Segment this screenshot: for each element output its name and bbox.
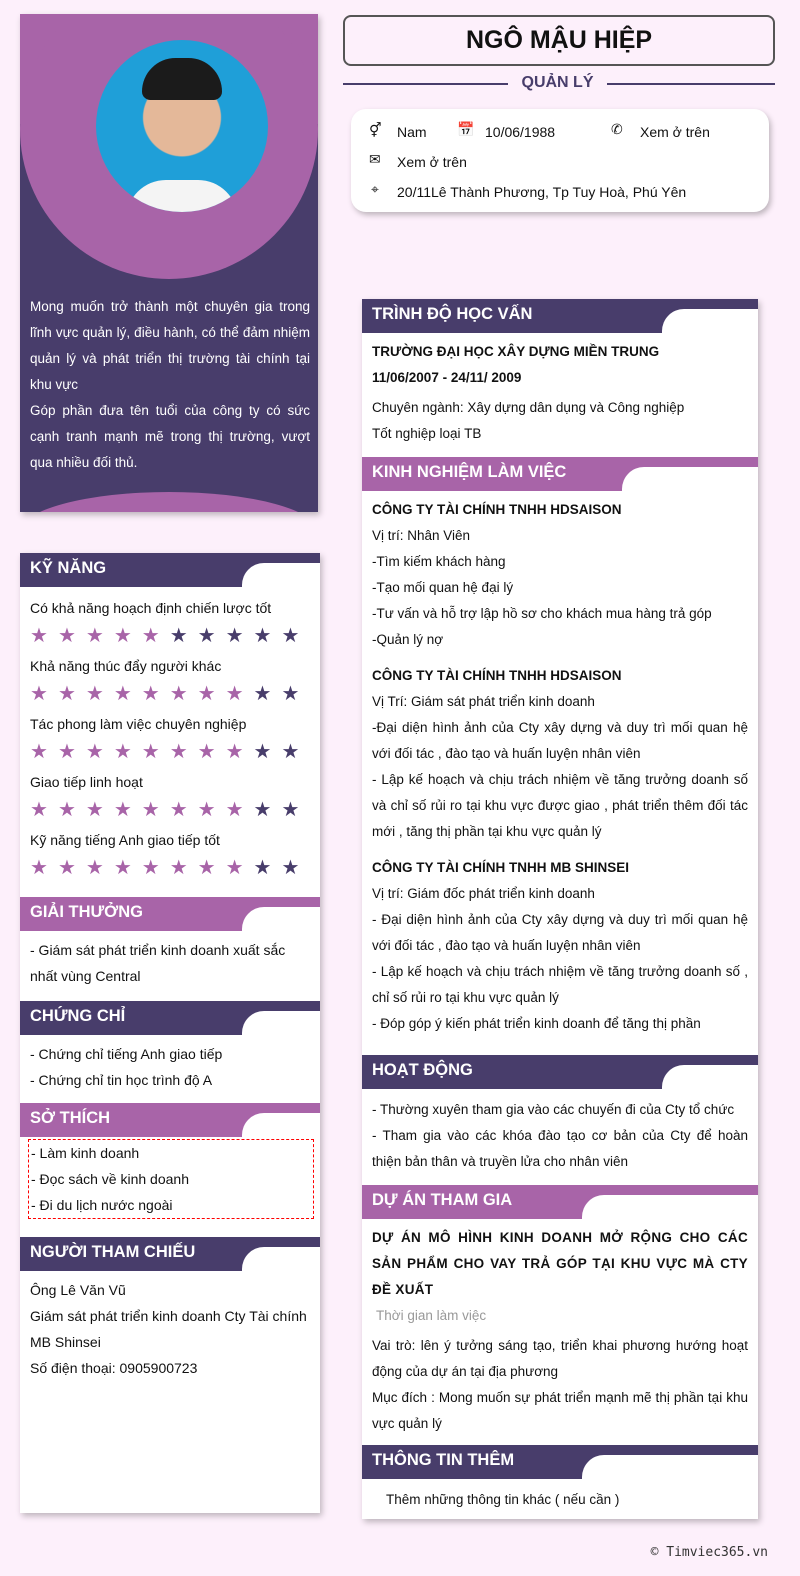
star-icon: ★ <box>225 857 244 879</box>
star-icon: ★ <box>225 625 244 647</box>
job-detail: -Tư vấn và hỗ trợ lập hồ sơ cho khách mua hàng trả góp <box>372 606 712 621</box>
gender: Nam <box>397 124 427 140</box>
job-detail: - Lập kế hoạch và chịu trách nhiệm về tăng trưởng doanh số , chỉ số rủi ro tại khu vực quản lý <box>372 964 748 1005</box>
school-name: TRƯỜNG ĐẠI HỌC XÂY DỰNG MIỀN TRUNG <box>372 344 660 359</box>
star-icon: ★ <box>30 683 48 705</box>
phone-icon: ✆ <box>611 121 623 137</box>
job-detail: -Quản lý nợ <box>372 632 444 647</box>
star-icon: ★ <box>253 683 272 705</box>
star-icon: ★ <box>30 857 48 879</box>
star-icon: ★ <box>141 683 160 705</box>
job-detail: - Đại diện hình ảnh của Cty xây dựng và duy trì mối quan hệ với đối tác , đào tạo và huấn luyện nhân viên <box>372 912 748 953</box>
star-icon: ★ <box>57 857 76 879</box>
star-icon: ★ <box>30 741 48 763</box>
skill-rating <box>30 623 310 649</box>
objective-text: Góp phần đưa tên tuổi của công ty có sức cạnh tranh mạnh mẽ trong thị trường, vượt qua nhiều đối thủ. <box>30 403 310 470</box>
hobby-item: - Làm kinh doanh <box>31 1145 140 1161</box>
job-detail: Vị trí: Nhân Viên <box>372 528 471 543</box>
star-icon: ★ <box>281 625 300 647</box>
education-header: TRÌNH ĐỘ HỌC VẤN <box>362 299 758 333</box>
star-icon: ★ <box>30 799 48 821</box>
skill-rating <box>30 681 310 707</box>
education-period: 11/06/2007 - 24/11/ 2009 <box>372 370 522 385</box>
activities-header: HOẠT ĐỘNG <box>362 1055 758 1089</box>
star-icon: ★ <box>169 683 188 705</box>
phone: Xem ở trên <box>640 124 710 140</box>
star-icon: ★ <box>141 799 160 821</box>
star-icon: ★ <box>57 683 76 705</box>
star-icon: ★ <box>57 799 76 821</box>
company-name: CÔNG TY TÀI CHÍNH TNHH HDSAISON <box>372 668 622 683</box>
job-entry <box>372 497 748 653</box>
star-icon: ★ <box>141 857 160 879</box>
award-item: - Giám sát phát triển kinh doanh xuất sắc nhất vùng Central <box>30 942 286 984</box>
skill-name: Khả năng thúc đẩy người khác <box>30 658 222 674</box>
star-icon: ★ <box>169 857 188 879</box>
star-icon: ★ <box>85 683 104 705</box>
star-icon: ★ <box>85 625 104 647</box>
grade: Tốt nghiệp loại TB <box>372 426 482 441</box>
skills-header: KỸ NĂNG <box>20 553 320 587</box>
project-role: Vai trò: lên ý tưởng sáng tạo, triển khai phương hướng hoạt động của dự án tại địa phương <box>372 1338 748 1379</box>
skill-rating <box>30 739 310 765</box>
reference-role: Giám sát phát triển kinh doanh Cty Tài chính MB Shinsei <box>30 1308 307 1350</box>
reference-name: Ông Lê Văn Vũ <box>30 1282 126 1298</box>
star-icon: ★ <box>253 799 272 821</box>
project-time: Thời gian làm việc <box>376 1308 487 1323</box>
activity-item: - Tham gia vào các khóa đào tạo cơ bản của Cty để hoàn thiện bản thân và truyền lửa cho nhân viên <box>372 1128 748 1169</box>
awards-header: GIẢI THƯỞNG <box>20 897 320 931</box>
star-icon: ★ <box>253 625 272 647</box>
job-entry <box>372 663 748 845</box>
job-detail: - Lập kế hoạch và chịu trách nhiệm về tăng trưởng doanh số và chỉ số rủi ro tại khu vực được giao , phát triển thêm đối tác mới , tăng thị phần tại khu vực quản lý <box>372 772 748 839</box>
star-icon: ★ <box>281 683 300 705</box>
star-icon: ★ <box>197 625 216 647</box>
star-icon: ★ <box>113 683 132 705</box>
hobbies-header: SỞ THÍCH <box>20 1103 320 1137</box>
email: Xem ở trên <box>397 154 467 170</box>
star-icon: ★ <box>113 741 132 763</box>
gender-icon: ⚥ <box>369 122 382 138</box>
extra-text: Thêm những thông tin khác ( nếu cần ) <box>386 1492 620 1507</box>
star-icon: ★ <box>113 857 132 879</box>
job-position: QUẢN LÝ <box>521 74 594 91</box>
location-icon: ⌖ <box>371 181 379 197</box>
avatar <box>96 40 268 212</box>
contact-card <box>351 109 769 212</box>
star-icon: ★ <box>141 741 160 763</box>
left-column <box>20 553 320 1513</box>
job-detail: - Đóp góp ý kiến phát triển kinh doanh để tăng thị phần <box>372 1016 701 1031</box>
star-icon: ★ <box>225 799 244 821</box>
right-column <box>362 299 758 1519</box>
star-icon: ★ <box>141 625 160 647</box>
hobby-item: - Đọc sách về kinh doanh <box>31 1171 189 1187</box>
certs-header: CHỨNG CHỈ <box>20 1001 320 1035</box>
address: 20/11Lê Thành Phương, Tp Tuy Hoà, Phú Yên <box>397 184 687 200</box>
skill-name: Giao tiếp linh hoạt <box>30 774 143 790</box>
job-detail: -Tạo mối quan hệ đại lý <box>372 580 514 595</box>
job-detail: Vị trí: Giám đốc phát triển kinh doanh <box>372 886 595 901</box>
star-icon: ★ <box>85 799 104 821</box>
calendar-icon: 📅 <box>457 121 475 137</box>
star-icon: ★ <box>253 741 272 763</box>
star-icon: ★ <box>225 741 244 763</box>
reference-phone: Số điện thoại: 0905900723 <box>30 1360 198 1376</box>
star-icon: ★ <box>197 683 216 705</box>
star-icon: ★ <box>281 857 300 879</box>
star-icon: ★ <box>281 799 300 821</box>
footer-watermark: © Timviec365.vn <box>650 1545 768 1560</box>
skill-name: Có khả năng hoạch định chiến lược tốt <box>30 600 272 616</box>
experience-header: KINH NGHIỆM LÀM VIỆC <box>362 457 758 491</box>
projects-header: DỰ ÁN THAM GIA <box>362 1185 758 1219</box>
star-icon: ★ <box>169 625 188 647</box>
job-detail: -Đại diện hình ảnh của Cty xây dựng và duy trì mối quan hệ với đối tác , đào tạo và huấn luyện nhân viên <box>372 720 748 761</box>
extra-header: THÔNG TIN THÊM <box>362 1445 758 1479</box>
major: Chuyên ngành: Xây dựng dân dụng và Công nghiệp <box>372 400 685 415</box>
star-icon: ★ <box>197 741 216 763</box>
star-icon: ★ <box>85 857 104 879</box>
star-icon: ★ <box>197 857 216 879</box>
company-name: CÔNG TY TÀI CHÍNH TNHH MB SHINSEI <box>372 860 630 875</box>
star-icon: ★ <box>57 625 76 647</box>
project-name: DỰ ÁN MÔ HÌNH KINH DOANH MỞ RỘNG CHO CÁC SẢN PHẨM CHO VAY TRẢ GÓP TẠI KHU VỰC MÀ CTY ĐỀ XUẤT <box>372 1230 748 1297</box>
star-icon: ★ <box>30 625 48 647</box>
star-icon: ★ <box>57 741 76 763</box>
job-detail: Vị Trí: Giám sát phát triển kinh doanh <box>372 694 595 709</box>
company-name: CÔNG TY TÀI CHÍNH TNHH HDSAISON <box>372 502 622 517</box>
star-icon: ★ <box>85 741 104 763</box>
name-box: NGÔ MẬU HIỆP <box>343 15 775 66</box>
star-icon: ★ <box>225 683 244 705</box>
star-icon: ★ <box>113 799 132 821</box>
job-detail: -Tìm kiếm khách hàng <box>372 554 506 569</box>
star-icon: ★ <box>281 741 300 763</box>
activity-item: - Thường xuyên tham gia vào các chuyến đi của Cty tổ chức <box>372 1102 735 1117</box>
cert-item: - Chứng chỉ tin học trình độ A <box>30 1072 213 1088</box>
star-icon: ★ <box>197 799 216 821</box>
star-icon: ★ <box>113 625 132 647</box>
star-icon: ★ <box>169 799 188 821</box>
star-icon: ★ <box>169 741 188 763</box>
project-purpose: Mục đích : Mong muốn sự phát triển mạnh mẽ thị phần tại khu vực quản lý <box>372 1390 748 1431</box>
skill-rating <box>30 855 310 881</box>
hobby-item: - Đi du lịch nước ngoài <box>31 1197 173 1213</box>
job-entry <box>372 855 748 1037</box>
email-icon: ✉ <box>369 151 381 167</box>
skill-name: Tác phong làm việc chuyên nghiệp <box>30 716 247 732</box>
profile-block <box>20 14 318 512</box>
cert-item: - Chứng chỉ tiếng Anh giao tiếp <box>30 1046 223 1062</box>
references-header: NGƯỜI THAM CHIẾU <box>20 1237 320 1271</box>
dob: 10/06/1988 <box>485 124 556 140</box>
objective-text: Mong muốn trở thành một chuyên gia trong lĩnh vực quản lý, điều hành, có thể đảm nhiệm quản lý và phát triển thị trường tài chính tại khu vực <box>30 299 310 392</box>
star-icon: ★ <box>253 857 272 879</box>
career-objective <box>30 294 310 476</box>
skill-name: Kỹ năng tiếng Anh giao tiếp tốt <box>30 832 220 848</box>
skill-rating <box>30 797 310 823</box>
